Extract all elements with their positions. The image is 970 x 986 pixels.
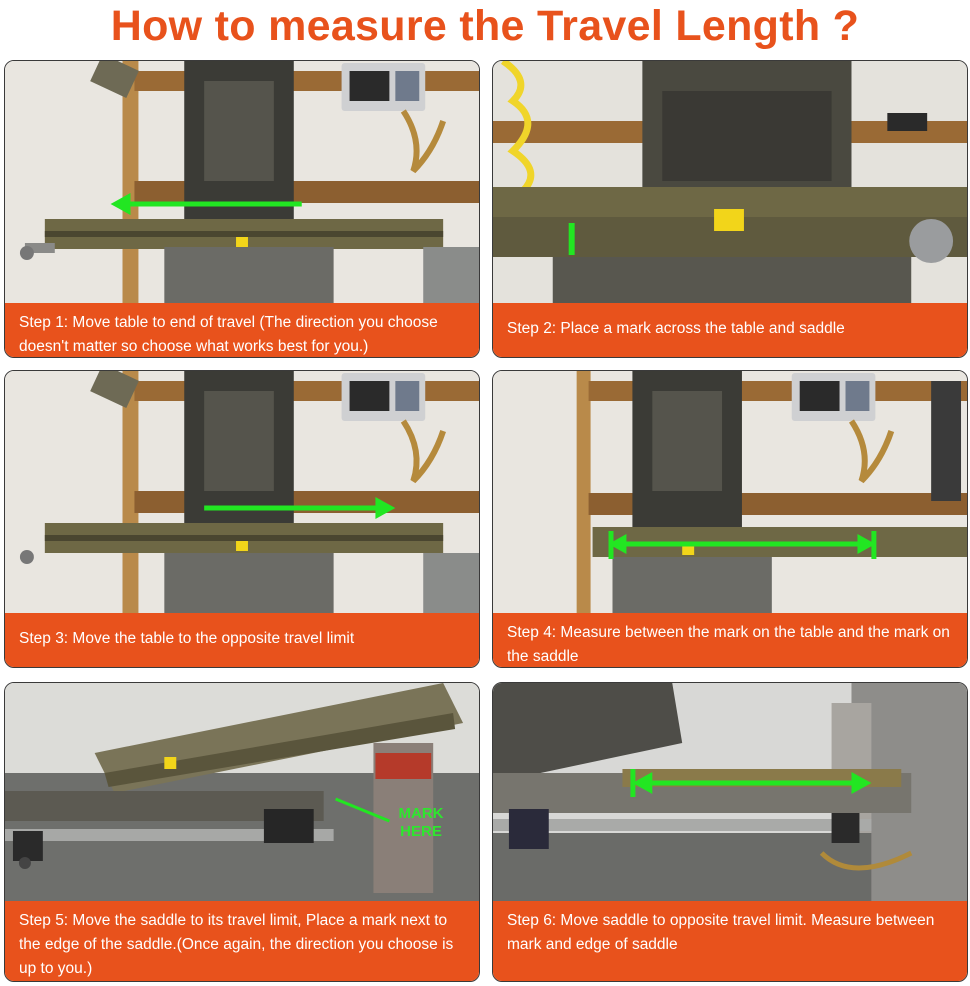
step-3-caption: Step 3: Move the table to the opposite travel limit	[5, 613, 479, 667]
step-5-photo	[5, 683, 479, 903]
step-5-panel	[4, 682, 480, 982]
step-6-caption: Step 6: Move saddle to opposite travel limit. Measure between mark and edge of saddle	[493, 901, 967, 981]
step-2-panel	[492, 60, 968, 358]
step-1-caption: Step 1: Move table to end of travel (The direction you choose doesn't matter so choose what works best for you.)	[5, 303, 479, 357]
step-2-caption: Step 2: Place a mark across the table and saddle	[493, 303, 967, 357]
mark-here-line2: HERE	[400, 823, 442, 840]
mark-here-label	[389, 805, 453, 841]
step-3-photo	[5, 371, 479, 615]
page-title: How to measure the Travel Length ?	[110, 2, 860, 50]
step-1-photo	[5, 61, 479, 305]
mark-here-line1: MARK	[398, 805, 444, 822]
step-3-panel	[4, 370, 480, 668]
step-5-caption: Step 5: Move the saddle to its travel limit, Place a mark next to the edge of the saddle.(Once again, the direction you choose is up to you.)	[5, 901, 479, 981]
step-6-photo	[493, 683, 967, 903]
step-4-caption: Step 4: Measure between the mark on the table and the mark on the saddle	[493, 613, 967, 667]
step-1-panel	[4, 60, 480, 358]
step-4-photo	[493, 371, 967, 615]
step-2-photo	[493, 61, 967, 305]
step-4-panel	[492, 370, 968, 668]
step-6-panel	[492, 682, 968, 982]
